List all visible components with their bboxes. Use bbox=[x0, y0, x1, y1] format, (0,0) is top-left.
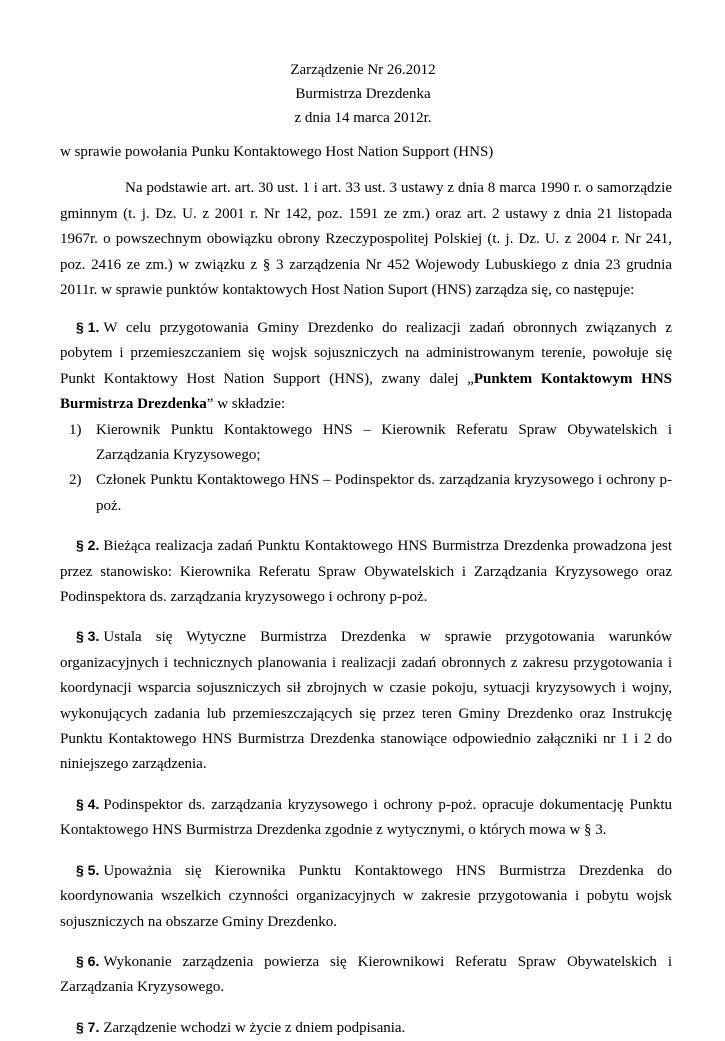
section-5-label: § 5. bbox=[76, 861, 100, 878]
section-7-text: Zarządzenie wchodzi w życie z dniem podpisania. bbox=[103, 1019, 406, 1036]
document-date: z dnia 14 marca 2012r. bbox=[294, 110, 432, 126]
list-item-text: Kierownik Punktu Kontaktowego HNS – Kierownik Referatu Spraw Obywatelskich i Zarządzania Kryzysowego; bbox=[96, 421, 672, 463]
section-1-text: W celu przygotowania Gminy Drezdenko do realizacji zadań obronnych związanych z pobytem i przemieszczaniem się wojsk sojuszniczych na administrowanym terenie, powołuje się Punkt Kontaktowy Host Nation Support (HNS), zwany dalej bbox=[60, 319, 672, 387]
section-2 bbox=[60, 533, 672, 610]
section-4-text: Podinspektor ds. zarządzania kryzysowego i ochrony p-poż. opracuje dokumentację Punktu Kontaktowego HNS Burmistrza Drezdenka zgodnie z wytycznymi, o których mowa w § 3. bbox=[60, 796, 672, 839]
quote-close-mark: ” bbox=[206, 396, 214, 413]
quote-open-mark: „ bbox=[467, 370, 474, 387]
section-3-text: Ustala się Wytyczne Burmistrza Drezdenka w sprawie przygotowania warunków organizacyjnych i technicznych planowania i realizacji zadań obronnych z zakresu przygotowania i koordynacji wsparcia sojuszniczych sił zbrojnych w czasie pokoju, sytuacji kryzysowych i wojny, wykonujących zadania lub przemieszczających się przez teren Gminy Drezdenko oraz Instrukcję Punktu Kontaktowego HNS Burmistrza Drezdenka stanowiące odpowiednio załączniki nr 1 i 2 do niniejszego zarządzenia. bbox=[60, 629, 672, 773]
section-2-text: Bieżąca realizacja zadań Punktu Kontaktowego HNS Burmistrza Drezdenka prowadzona jest przez stanowisko: Kierownika Referatu Spraw Obywatelskich i Zarządzania Kryzysowego oraz Podinspektora ds. zarządzania kryzysowego i ochrony p-poż. bbox=[60, 538, 672, 606]
document-page bbox=[60, 58, 672, 1041]
section-5 bbox=[60, 858, 672, 935]
contact-point-name: Punktem Kontaktowym HNS Burmistrza Drezdenka bbox=[60, 370, 672, 413]
section-7 bbox=[60, 1015, 672, 1041]
section-5-text: Upoważnia się Kierownika Punktu Kontaktowego HNS Burmistrza Drezdenka do koordynowania wszelkich czynności organizacyjnych w zakresie przygotowania i pobytu wojsk sojuszniczych na obszarze Gminy Drezdenko. bbox=[60, 862, 672, 930]
list-item bbox=[60, 418, 672, 469]
section-6-label: § 6. bbox=[76, 952, 100, 969]
section-4-label: § 4. bbox=[76, 795, 100, 812]
document-subject: w sprawie powołania Punku Kontaktowego Host Nation Support (HNS) bbox=[60, 144, 494, 160]
section-1-label: § 1. bbox=[76, 318, 100, 335]
section-1 bbox=[60, 315, 672, 418]
section-7-label: § 7. bbox=[76, 1018, 100, 1035]
legal-basis-paragraph: Na podstawie art. art. 30 ust. 1 i art. 33 ust. 3 ustawy z dnia 8 marca 1990 r. o samorządzie gminnym (t. j. Dz. U. z 2001 r. Nr 142, poz. 1591 ze zm.) oraz art. 2 ustawy z dnia 21 listopada 1967r. o powszechnym obowiązku obrony Rzeczypospolitej Polskiej (t. j. Dz. U. z 2004 r. Nr 241, poz. 2416 ze zm.) w związku z § 3 zarządzenia Nr 452 Wojewody Lubuskiego z dnia 23 grudnia 2011r. w sprawie punktów kontaktowych Host Nation Suport (HNS) zarządza się, co następuje: bbox=[60, 180, 672, 299]
list-item-number: 1) bbox=[69, 421, 82, 438]
list-item-number: 2) bbox=[69, 472, 82, 489]
list-item bbox=[60, 468, 672, 519]
section-6 bbox=[60, 949, 672, 1001]
issuer-title: Burmistrza Drezdenka bbox=[295, 86, 431, 102]
section-2-label: § 2. bbox=[76, 537, 100, 554]
section-3-label: § 3. bbox=[76, 628, 100, 645]
section-6-text: Wykonanie zarządzenia powierza się Kierownikowi Referatu Spraw Obywatelskich i Zarządzania Kryzysowego. bbox=[60, 953, 672, 996]
document-title: Zarządzenie Nr 26.2012 bbox=[290, 62, 436, 78]
section-4 bbox=[60, 792, 672, 844]
section-1-text-after: w składzie: bbox=[213, 396, 286, 413]
section-3 bbox=[60, 624, 672, 777]
document-header bbox=[54, 58, 672, 130]
list-item-text: Członek Punktu Kontaktowego HNS – Podinspektor ds. zarządzania kryzysowego i ochrony p-poż. bbox=[96, 472, 672, 514]
composition-list bbox=[60, 418, 672, 520]
